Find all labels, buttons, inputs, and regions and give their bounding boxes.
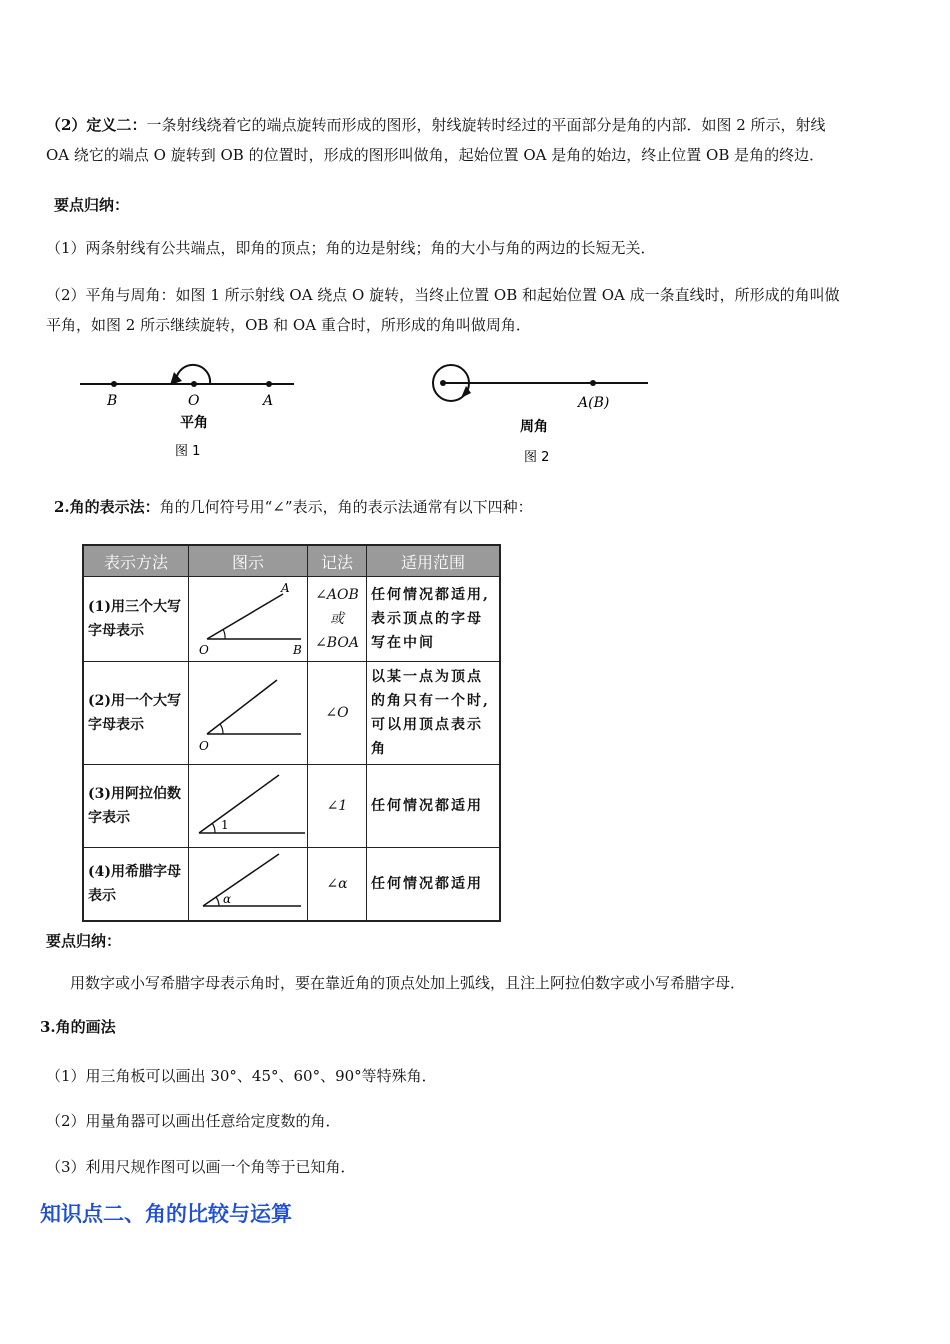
summary1-item-2	[46, 280, 906, 340]
notation-cell: ∠α	[308, 848, 367, 922]
method-cell: (3)用阿拉伯数字表示	[83, 765, 189, 848]
scope-cell: 任何情况都适用	[367, 765, 501, 848]
figure-full-angle	[420, 355, 660, 470]
scope-cell: 任何情况都适用	[367, 848, 501, 922]
label-a: A	[281, 581, 290, 595]
fig1-label-o: O	[188, 393, 200, 409]
label-o: O	[199, 643, 209, 657]
figure-cell	[189, 662, 308, 765]
summary1-item-1: （1）两条射线有公共端点，即角的顶点；角的边是射线；角的大小与角的两边的长短无关．	[46, 239, 656, 257]
fig1-caption: 图 1	[175, 444, 201, 459]
angle-1-diagram	[189, 765, 307, 843]
summary1-item-2-line-2: 平角，如图 2 所示继续旋转，OB 和 OA 重合时，所形成的角叫做周角．	[46, 316, 531, 334]
fig1-label-b: B	[107, 393, 118, 409]
notation-label: 2.角的表示法：	[54, 498, 160, 516]
drawing-title: 3.角的画法	[40, 1018, 116, 1036]
notation-line	[54, 492, 914, 522]
figure-cell	[189, 848, 308, 922]
method-cell: (1)用三个大写字母表示	[83, 577, 189, 662]
fig2-label-ab: A(B)	[578, 395, 610, 411]
table-header-row	[83, 545, 500, 577]
angle-notation-table	[82, 544, 501, 922]
notation-cell: ∠AOB 或 ∠BOA	[308, 577, 367, 662]
drawing-item-3: （3）利用尺规作图可以画一个角等于已知角．	[46, 1158, 356, 1176]
definition-two-text-1: 一条射线绕着它的端点旋转而形成的图形，射线旋转时经过的平面部分是角的内部．如图 2 所示，射线	[146, 116, 826, 134]
table-row	[83, 577, 500, 662]
label-alpha: α	[223, 892, 232, 906]
section-heading: 知识点二、角的比较与运算	[40, 1202, 292, 1226]
fig1-label-a: A	[263, 393, 274, 409]
label-o: O	[199, 739, 209, 753]
label-1: 1	[221, 818, 229, 832]
table-header-method: 表示方法	[83, 545, 189, 577]
definition-two-text-2: OA 绕它的端点 O 旋转到 OB 的位置时，形成的图形叫做角，起始位置 OA 是角的始边，终止位置 OB 是角的终边．	[46, 146, 825, 164]
notation-text: 角的几何符号用“∠”表示，角的表示法通常有以下四种：	[159, 498, 533, 516]
drawing-item-2: （2）用量角器可以画出任意给定度数的角．	[46, 1112, 341, 1130]
label-b: B	[293, 643, 302, 657]
table-row	[83, 662, 500, 765]
drawing-item-1: （1）用三角板可以画出 30°、45°、60°、90°等特殊角．	[46, 1067, 437, 1085]
fig1-name: 平角	[180, 415, 208, 431]
definition-two	[46, 110, 906, 170]
notation-cell: ∠O	[308, 662, 367, 765]
figure-cell	[189, 765, 308, 848]
definition-two-label: （2）定义二：	[46, 116, 147, 134]
angle-aob-diagram	[189, 577, 307, 657]
figure-straight-angle	[70, 355, 310, 470]
method-cell: (4)用希腊字母表示	[83, 848, 189, 922]
scope-cell: 以某一点为顶点的角只有一个时,可以用顶点表示角	[367, 662, 501, 765]
angle-o-diagram	[189, 662, 307, 760]
summary1-item-2-line-1: （2）平角与周角：如图 1 所示射线 OA 绕点 O 旋转，当终止位置 OB 和起始位置 OA 成一条直线时，所形成的角叫做	[46, 286, 840, 304]
notation-cell: ∠1	[308, 765, 367, 848]
table-header-notation: 记法	[308, 545, 367, 577]
table-row	[83, 765, 500, 848]
scope-cell: 任何情况都适用,表示顶点的字母写在中间	[367, 577, 501, 662]
method-cell: (2)用一个大写字母表示	[83, 662, 189, 765]
summary-title-1: 要点归纳：	[54, 196, 130, 214]
fig2-caption: 图 2	[524, 450, 550, 465]
table-header-scope: 适用范围	[367, 545, 501, 577]
fig2-name: 周角	[520, 419, 548, 435]
table-row	[83, 848, 500, 922]
angle-alpha-diagram	[189, 848, 307, 916]
figure-cell	[189, 577, 308, 662]
summary-title-2: 要点归纳：	[46, 932, 122, 950]
summary2-text: 用数字或小写希腊字母表示角时，要在靠近角的顶点处加上弧线，且注上阿拉伯数字或小写希腊字母．	[70, 974, 746, 992]
table-header-figure: 图示	[189, 545, 308, 577]
